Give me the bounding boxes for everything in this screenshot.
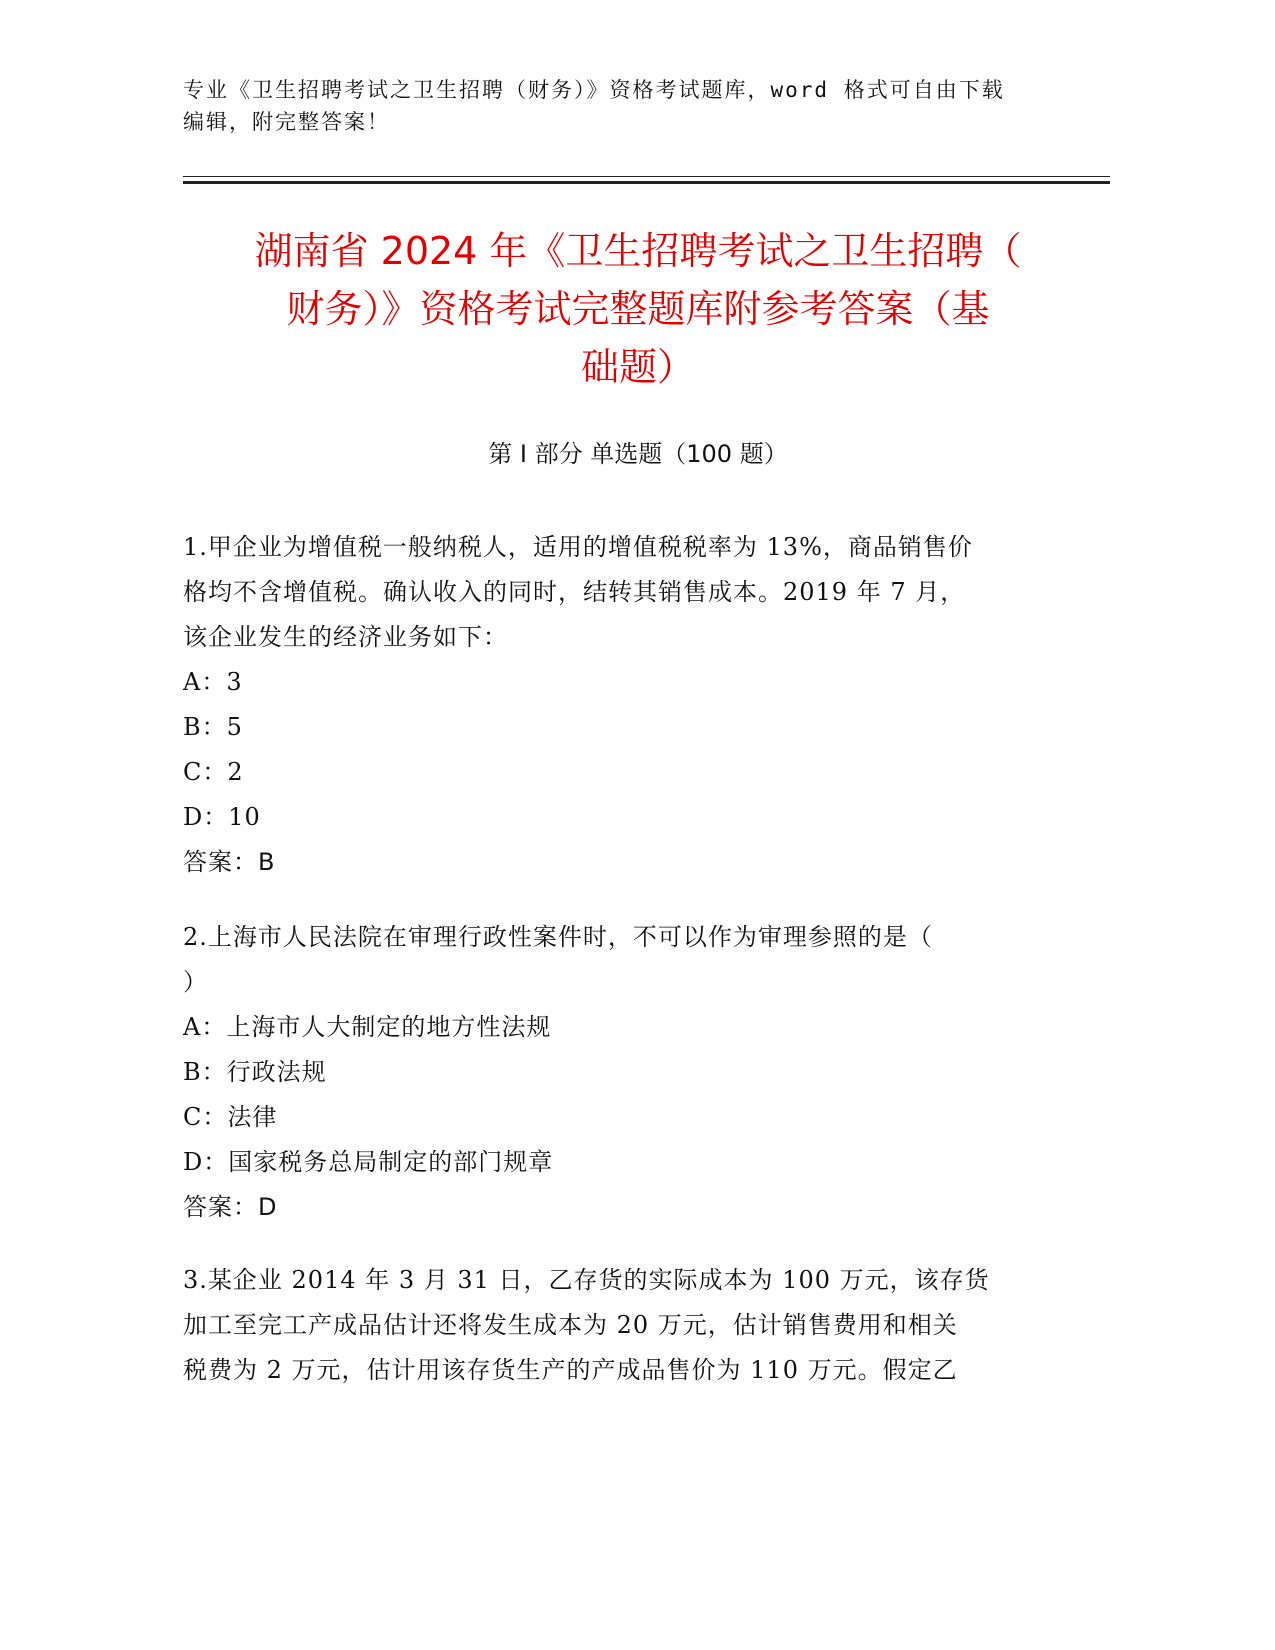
question-stem-line: 2.上海市人民法院在审理行政性案件时，不可以作为审理参照的是（ xyxy=(183,923,933,951)
option-c: C：2 xyxy=(183,758,244,786)
question-stem-line: 税费为 2 万元，估计用该存货生产的产成品售价为 110 万元。假定乙 xyxy=(183,1356,958,1384)
question-stem-line: 格均不含增值税。确认收入的同时，结转其销售成本。2019 年 7 月， xyxy=(183,578,966,606)
header-note-line: 编辑，附完整答案！ xyxy=(183,110,390,134)
option-b: B：行政法规 xyxy=(183,1058,327,1086)
answer: 答案：B xyxy=(183,848,276,876)
question-stem-line: 1.甲企业为增值税一般纳税人，适用的增值税税率为 13%，商品销售价 xyxy=(183,533,973,561)
question-1 xyxy=(183,525,1103,885)
question-stem-line: 3.某企业 2014 年 3 月 31 日，乙存货的实际成本为 100 万元，该存货 xyxy=(183,1266,990,1294)
question-stem-line: 该企业发生的经济业务如下： xyxy=(183,623,508,651)
option-c: C：法律 xyxy=(183,1103,278,1131)
header-divider-thick xyxy=(183,181,1110,184)
answer: 答案：D xyxy=(183,1193,278,1221)
question-2 xyxy=(183,915,1103,1230)
title-line: 湖南省 2024 年《卫生招聘考试之卫生招聘（ xyxy=(254,229,1022,273)
option-d: D：国家税务总局制定的部门规章 xyxy=(183,1148,554,1176)
question-3 xyxy=(183,1258,1103,1393)
title-line: 财务）》资格考试完整题库附参考答案（基 xyxy=(286,287,990,331)
option-b: B：5 xyxy=(183,713,243,741)
option-a: A：3 xyxy=(183,668,243,696)
option-a: A：上海市人大制定的地方性法规 xyxy=(183,1013,552,1041)
option-d: D：10 xyxy=(183,803,261,831)
header-divider-thin xyxy=(183,176,1110,177)
question-stem-line: 加工至完工产成品估计还将发生成本为 20 万元，估计销售费用和相关 xyxy=(183,1311,958,1339)
title-line: 础题） xyxy=(580,345,695,389)
header-note xyxy=(183,74,1083,138)
section-heading: 第 I 部分 单选题（100 题） xyxy=(488,440,788,468)
question-stem-line: ） xyxy=(183,968,208,996)
header-note-line: 专业《卫生招聘考试之卫生招聘（财务）》资格考试题库，word 格式可自由下载 xyxy=(183,78,1005,102)
document-title xyxy=(183,222,1093,396)
